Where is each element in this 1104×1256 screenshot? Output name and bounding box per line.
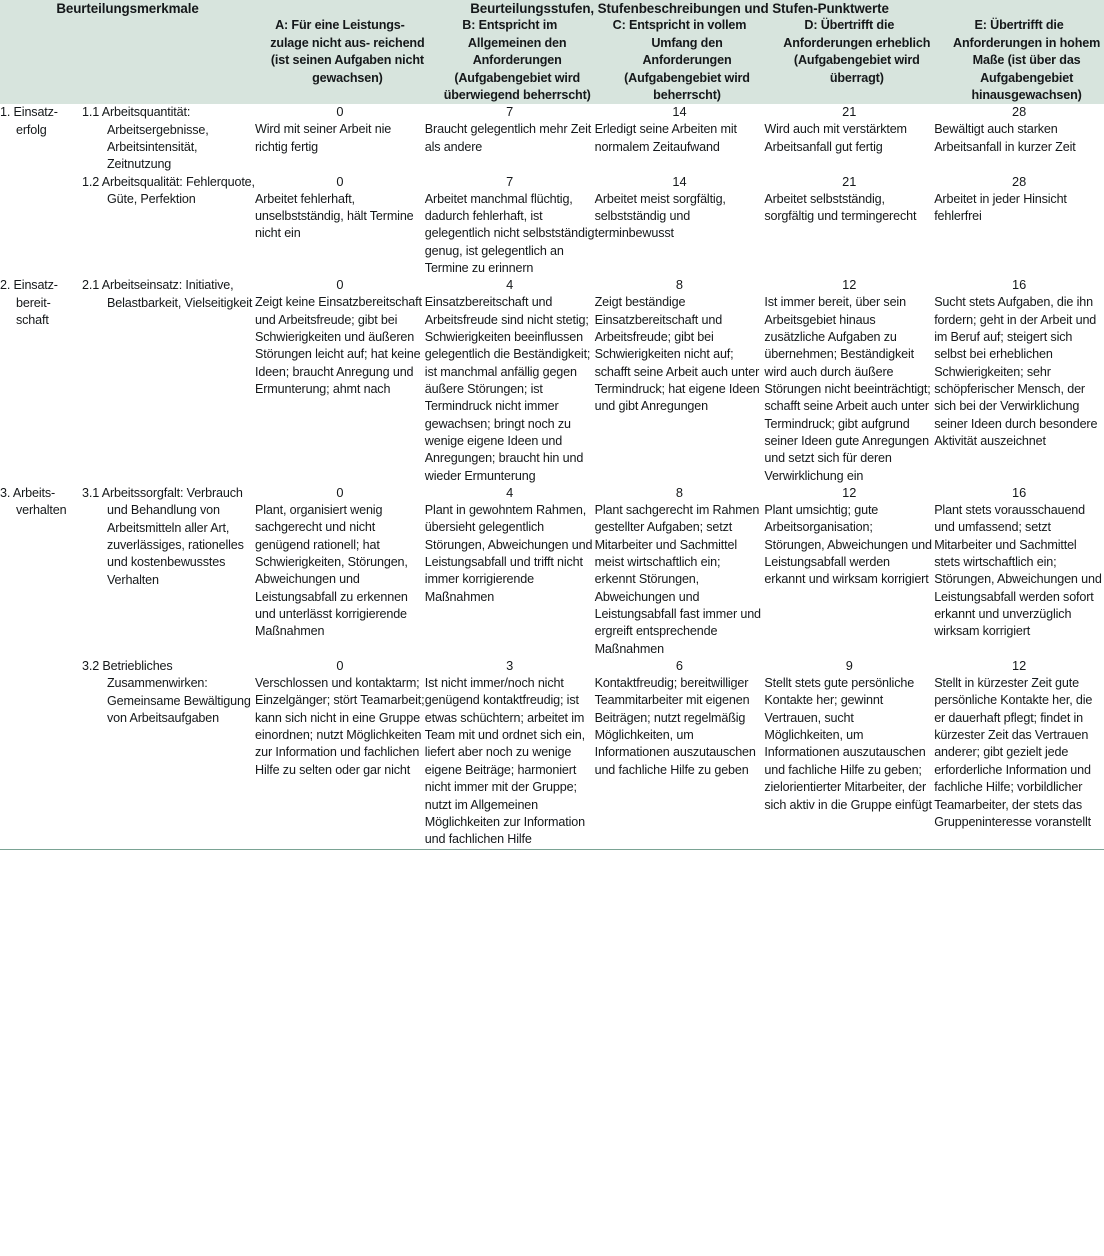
criterion-label: 2.1 Arbeitseinsatz: Initiative, Belastbarkeit, Vielseitigkeit <box>82 278 253 310</box>
criterion-label: 1.2 Arbeitsqualität: Fehlerquote, Güte, Perfektion <box>82 174 255 206</box>
points-value: 16 <box>1011 485 1027 501</box>
level-description: Wird mit seiner Arbeit nie richtig fertig <box>255 122 392 154</box>
points-value: 3 <box>506 658 514 674</box>
points-value: 4 <box>506 277 514 293</box>
points-value: 0 <box>336 658 344 674</box>
header-title-row <box>0 0 1104 17</box>
level-description: Arbeitet selbstständig, sorgfältig und termingerecht <box>764 191 917 223</box>
level-header-a <box>255 17 425 104</box>
level-header-c-label: C: Entspricht in vollem Umfang den Anforderungen (Aufgabengebiet wird beherrscht) <box>612 18 750 102</box>
criterion-label-cell <box>82 658 255 849</box>
points-value: 14 <box>672 104 687 120</box>
level-header-d-label: D: Übertrifft die Anforderungen erheblich (Aufgabengebiet wird überragt) <box>783 18 931 85</box>
points-value: 8 <box>675 485 684 501</box>
points-value: 6 <box>675 658 684 674</box>
level-description: Plant stets vorausschauend und umfassend; setzt Mitarbeiter und Sachmittel stets wirtschaftlich ein; Störungen, Abweichungen und Leistungsabfall werden sofort erkannt und unverzüglich wirksam korrigiert <box>934 503 1102 639</box>
points-value: 12 <box>842 277 857 293</box>
criterion-label: 3.2 Betriebliches Zusammenwirken: Gemeinsame Bewältigung von Arbeitsaufgaben <box>82 659 251 725</box>
points-row <box>0 174 1104 191</box>
level-description: Plant sachgerecht im Rahmen gestellter Aufgaben; setzt Mitarbeiter und Sachmittel meist wirtschaftlich ein; erkennt Störungen, Abweichungen und Leistungsabfall fast immer und ergreift entsprechende Maßnahmen <box>594 503 761 656</box>
level-description: Plant, organisiert wenig sachgerecht und nicht genügend rationell; hat Schwierigkeiten, Störungen, Abweichungen und Leistungsabfall zu erkennen und unterlässt korrigierende Maßnahmen <box>255 503 408 639</box>
level-description: Arbeitet manchmal flüchtig, dadurch fehlerhaft, ist gelegentlich nicht selbstständig genug, ist gelegentlich an Termine zu erinnern <box>424 191 595 275</box>
level-description: Plant in gewohntem Rahmen, übersieht gelegentlich Störungen, Abweichungen und Leistungsabfall und trifft nicht immer korrigierende Maßnahmen <box>424 503 593 604</box>
criteria-column-title: Beurteilungsmerkmale <box>0 0 255 17</box>
level-description: Bewältigt auch starken Arbeitsanfall in kurzer Zeit <box>934 122 1076 154</box>
level-header-e-label: E: Übertrifft die Anforderungen in hohem Maße (ist über das Aufgabengebiet hinausgewachsen) <box>953 18 1101 102</box>
criterion-label-cell <box>82 174 255 278</box>
level-description: Ist immer bereit, über sein Arbeitsgebiet hinaus zusätzliche Aufgaben zu übernehmen; Beständigkeit wird auch durch äußere Störungen nicht beeinträchtigt; schafft seine Arbeit auch unter Termindruck; gibt aufgrund seiner Ideen gute Anregungen und setzt sich für deren Verwirklichung ein <box>764 295 931 483</box>
group-label-cell <box>0 104 82 277</box>
level-header-a-label: A: Für eine Leistungs- zulage nicht aus- reichend (ist seinen Aufgaben nicht gewachsen) <box>270 18 425 85</box>
points-value: 28 <box>1011 104 1027 120</box>
criterion-label-cell <box>82 277 255 485</box>
criterion-label-cell <box>82 485 255 658</box>
header-spacer <box>0 17 255 104</box>
level-description: Erledigt seine Arbeiten mit normalem Zeitaufwand <box>594 122 737 154</box>
points-row <box>0 485 1104 502</box>
level-description: Wird auch mit verstärktem Arbeitsanfall gut fertig <box>764 122 907 154</box>
points-value: 12 <box>842 485 857 501</box>
points-value: 7 <box>506 173 514 189</box>
points-value: 21 <box>842 173 857 189</box>
points-value: 7 <box>506 104 514 120</box>
level-header-b <box>425 17 595 104</box>
group-label-cell <box>0 485 82 849</box>
level-description: Arbeitet in jeder Hinsicht fehlerfrei <box>934 191 1067 223</box>
level-description: Plant umsichtig; gute Arbeitsorganisation; Störungen, Abweichungen und Leistungsabfall werden erkannt und wirksam korrigiert <box>764 503 932 587</box>
level-header-e <box>934 17 1104 104</box>
points-value: 28 <box>1011 173 1027 189</box>
level-description: Verschlossen und kontaktarm; Einzelgänger; stört Teamarbeit; kann sich nicht in eine Gruppe einordnen; nutzt Möglichkeiten zur Information und fachlichen Hilfe zu selten oder gar nicht <box>255 675 425 849</box>
level-description: Braucht gelegentlich mehr Zeit als andere <box>424 122 592 154</box>
points-value: 4 <box>506 485 514 501</box>
table-header <box>0 0 1104 104</box>
group-label: 2. Einsatz- bereit- schaft <box>0 278 58 327</box>
level-description: Stellt stets gute persönliche Kontakte her; gewinnt Vertrauen, sucht Möglichkeiten, um Informationen auszutauschen und fachliche Hilfe zu geben; zielorientierter Mitarbeiter, der sich aktiv in die Gruppe einfügt <box>764 675 934 849</box>
level-description: Einsatzbereitschaft und Arbeitsfreude sind nicht stetig; Schwierigkeiten beeinflussen gelegentlich die Beständigkeit; ist manchmal anfällig gegen äußere Störungen; ist Termindruck nicht immer gewachsen; bringt noch zu wenige eigene Ideen und Anregungen; braucht hin und wieder Ermunterung <box>424 295 591 483</box>
group-label-cell <box>0 277 82 485</box>
level-description: Stellt in kürzester Zeit gute persönliche Kontakte her, die er dauerhaft pflegt; findet in kürzester Zeit das Vertrauen anderer; gibt gezielt jede erforderliche Information und fachliche Hilfe; vorbildlicher Teamarbeiter, der stets das Gruppeninteresse voranstellt <box>934 675 1104 849</box>
criterion-label: 1.1 Arbeitsquantität: Arbeitsergebnisse, Arbeitsintensität, Zeitnutzung <box>82 105 209 172</box>
points-value: 12 <box>1011 658 1027 674</box>
level-header-d <box>764 17 934 104</box>
level-header-b-label: B: Entspricht im Allgemeinen den Anforderungen (Aufgabengebiet wird überwiegend beherrscht) <box>443 18 591 102</box>
level-description: Arbeitet fehlerhaft, unselbstständig, hält Termine nicht ein <box>255 191 414 241</box>
points-value: 21 <box>842 104 857 120</box>
levels-column-title: Beurteilungsstufen, Stufenbeschreibungen und Stufen-Punktwerte <box>255 0 1104 17</box>
header-levels-row <box>0 17 1104 104</box>
level-description: Kontaktfreudig; bereitwilliger Teammitarbeiter mit eigenen Beiträgen; nutzt regelmäßig Möglichkeiten, um Informationen auszutauschen und fachliche Hilfe zu geben <box>595 675 765 849</box>
points-row <box>0 658 1104 675</box>
level-description: Arbeitet meist sorgfältig, selbstständig und terminbewusst <box>594 191 726 241</box>
points-value: 14 <box>672 173 687 189</box>
criterion-label-cell <box>82 104 255 173</box>
level-description: Zeigt keine Einsatzbereitschaft und Arbeitsfreude; gibt bei Schwierigkeiten und äußeren Störungen leicht auf; hat keine Ideen; braucht Anregung und Ermunterung; ahmt nach <box>255 295 422 396</box>
table-body <box>0 104 1104 849</box>
criterion-label: 3.1 Arbeitssorgfalt: Verbrauch und Behandlung von Arbeitsmitteln aller Art, zuverlässiges, rationelles und kostenbewusstes Verhalten <box>82 486 244 587</box>
points-value: 0 <box>336 173 344 189</box>
level-description: Sucht stets Aufgaben, die ihn fordern; geht in der Arbeit und im Beruf auf; steigert sich selbst bei erheblichen Schwierigkeiten; sehr schöpferischer Mensch, der sich bei der Verwirklichung seiner Ideen durch besondere Aktivität auszeichnet <box>934 295 1098 448</box>
points-value: 0 <box>336 277 344 293</box>
group-label: 3. Arbeits- verhalten <box>0 486 67 518</box>
points-value: 0 <box>336 485 344 501</box>
level-description: Ist nicht immer/noch nicht genügend kontaktfreudig; ist etwas schüchtern; arbeitet im Team mit und ordnet sich ein, liefert aber noch zu wenige eigene Beiträge; harmoniert nicht immer mit der Gruppe; nutzt im Allgemeinen Möglichkeiten zur Information und fachlichen Hilfe <box>425 675 595 849</box>
points-value: 8 <box>675 277 684 293</box>
level-description: Zeigt beständige Einsatzbereitschaft und Arbeitsfreude; gibt bei Schwierigkeiten nicht auf; schafft seine Arbeit auch unter Termindruck; hat eigene Ideen und gibt Anregungen <box>594 295 760 414</box>
points-value: 9 <box>845 658 853 674</box>
level-header-c <box>595 17 765 104</box>
points-row <box>0 277 1104 294</box>
points-value: 16 <box>1011 277 1027 293</box>
group-label: 1. Einsatz- erfolg <box>0 105 58 137</box>
points-value: 0 <box>336 104 344 120</box>
points-row <box>0 104 1104 121</box>
